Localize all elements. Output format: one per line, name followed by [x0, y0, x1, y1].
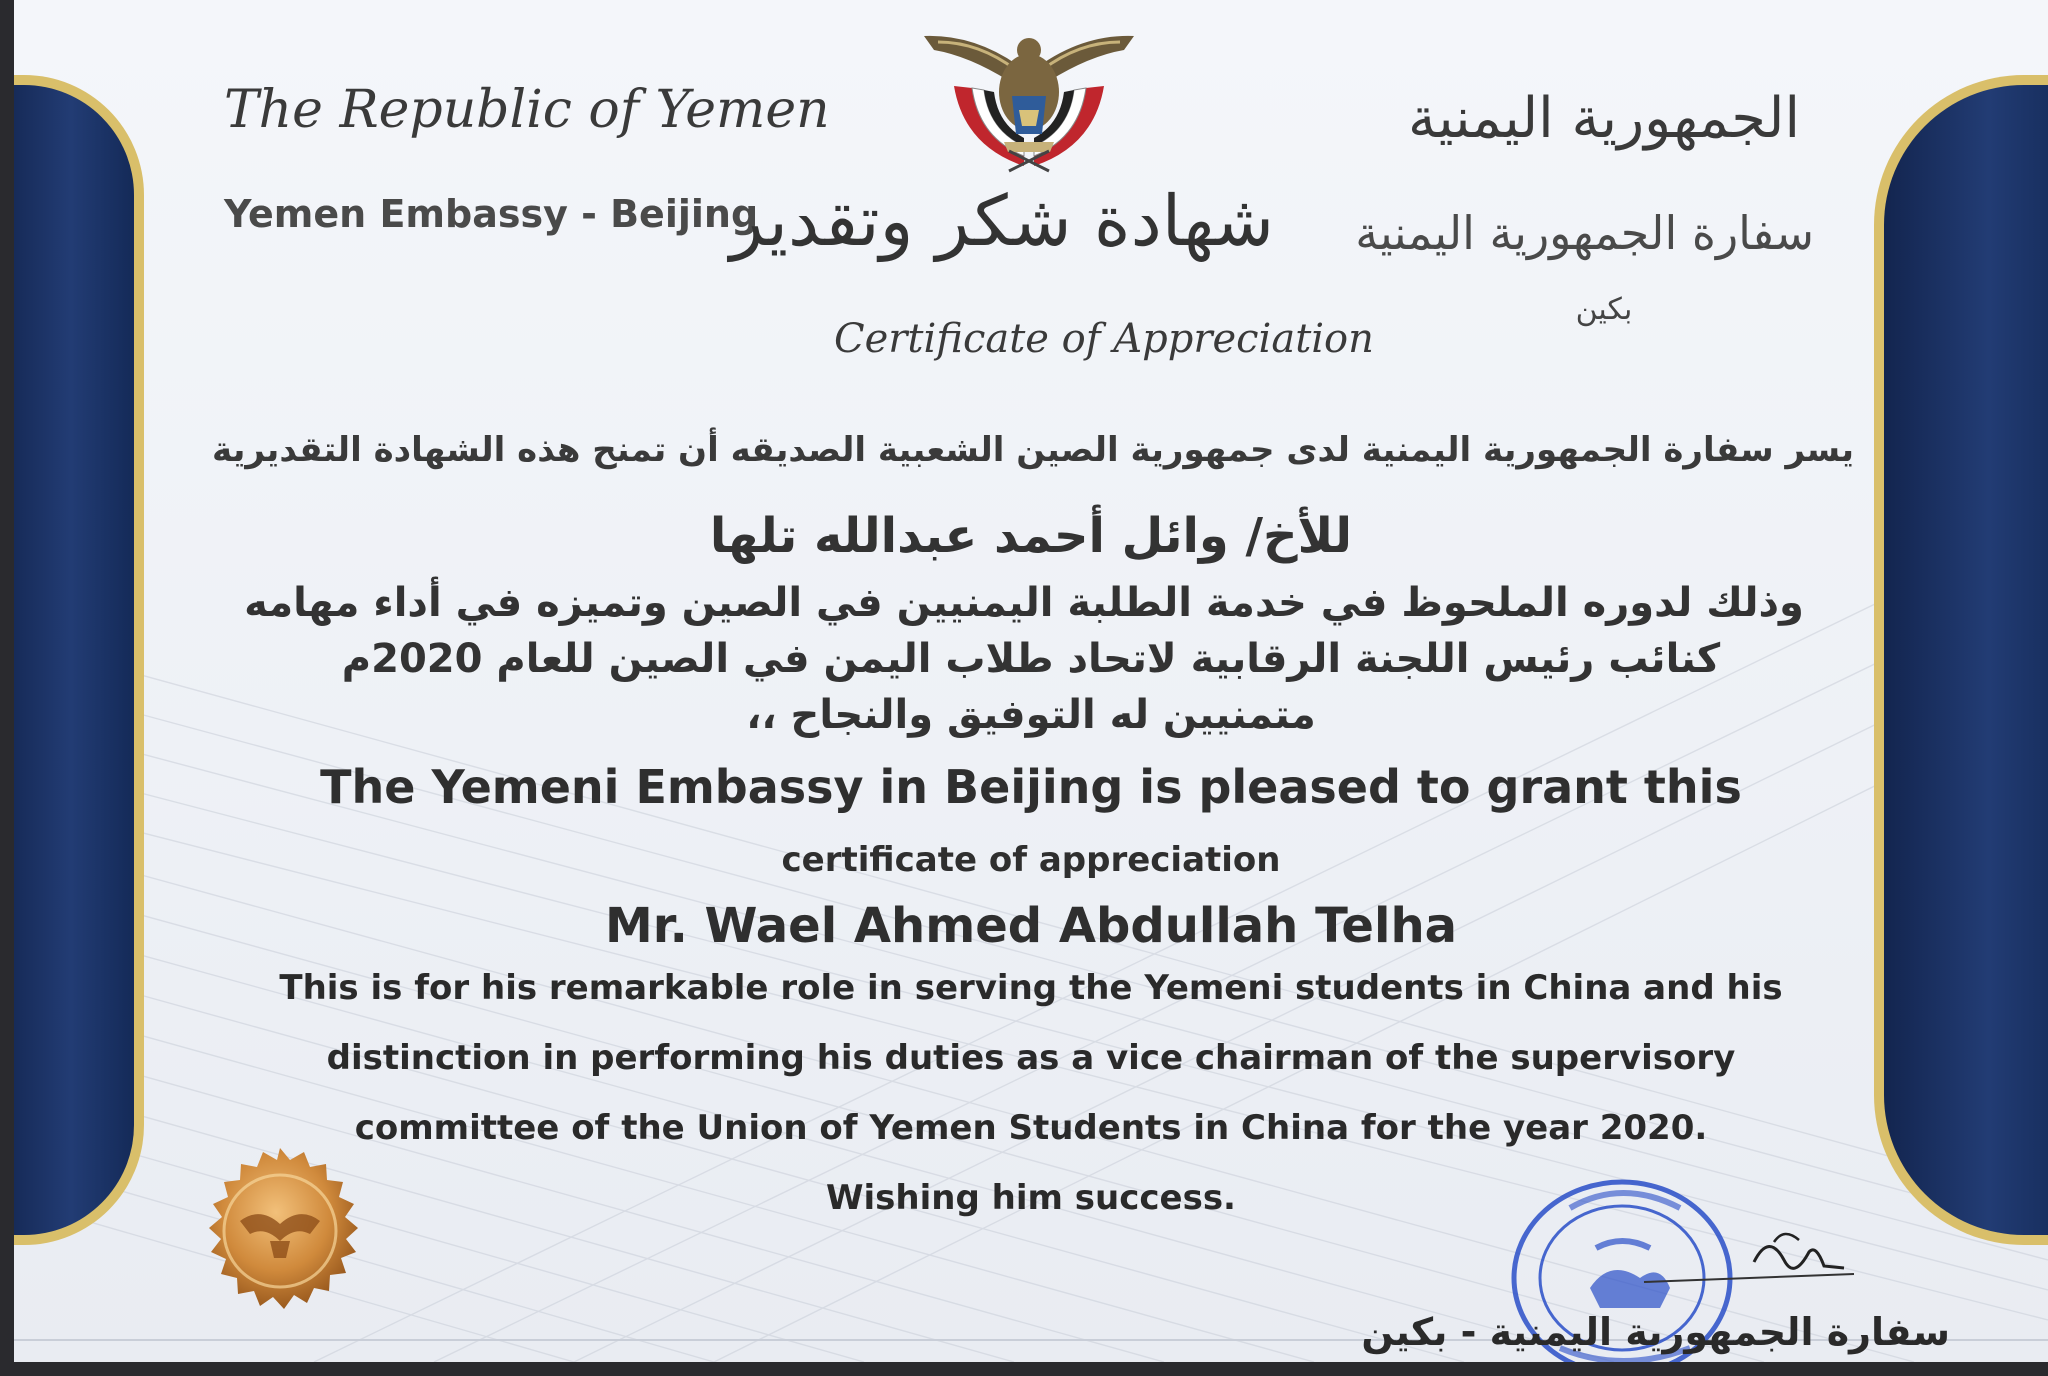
- recipient-name-en: Mr. Wael Ahmed Abdullah Telha: [605, 898, 1457, 954]
- gold-seal-icon: [190, 1146, 370, 1326]
- yemen-eagle-emblem-icon: [924, 26, 1134, 176]
- republic-title-ar: الجمهورية اليمنية: [1407, 86, 1801, 151]
- certificate-title-en: Certificate of Appreciation: [834, 316, 1374, 362]
- signature-mark: [1634, 1222, 1864, 1302]
- embassy-name-en: Yemen Embassy - Beijing: [224, 192, 759, 236]
- certificate-text-en: certificate of appreciation: [781, 840, 1281, 880]
- body-text-en-line-1: This is for his remarkable role in serving the Yemeni students in China and his: [279, 968, 1783, 1008]
- body-text-en-line-4: Wishing him success.: [826, 1178, 1236, 1218]
- body-text-ar-line-3: متمنيين له التوفيق والنجاح ،،: [746, 692, 1316, 738]
- certificate-title-ar: شهادة شكر وتقدير: [729, 180, 1274, 262]
- intro-text-ar: يسر سفارة الجمهورية اليمنية لدى جمهورية الصين الشعبية الصديقه أن تمنح هذه الشهادة التقديرية: [212, 430, 1854, 470]
- embassy-name-ar: سفارة الجمهورية اليمنية: [1355, 206, 1814, 260]
- body-text-en-line-2: distinction in performing his duties as a vice chairman of the supervisory: [326, 1038, 1736, 1078]
- grant-text-en: The Yemeni Embassy in Beijing is pleased to grant this: [320, 760, 1742, 814]
- signature-caption-ar: سفارة الجمهورية اليمنية - بكين: [1361, 1310, 1950, 1354]
- republic-title-en: The Republic of Yemen: [224, 80, 830, 140]
- beijing-ar: بكين: [1575, 292, 1633, 327]
- recipient-name-ar: للأخ/ وائل أحمد عبدالله تلها: [709, 508, 1353, 564]
- body-text-ar-line-2: كنائب رئيس اللجنة الرقابية لاتحاد طلاب اليمن في الصين للعام 2020م: [341, 636, 1721, 682]
- body-text-ar-line-1: وذلك لدوره الملحوظ في خدمة الطلبة اليمنيين في الصين وتميزه في أداء مهامه: [244, 580, 1804, 626]
- certificate-paper: [14, 0, 2048, 1362]
- body-text-en-line-3: committee of the Union of Yemen Students in China for the year 2020.: [354, 1108, 1708, 1148]
